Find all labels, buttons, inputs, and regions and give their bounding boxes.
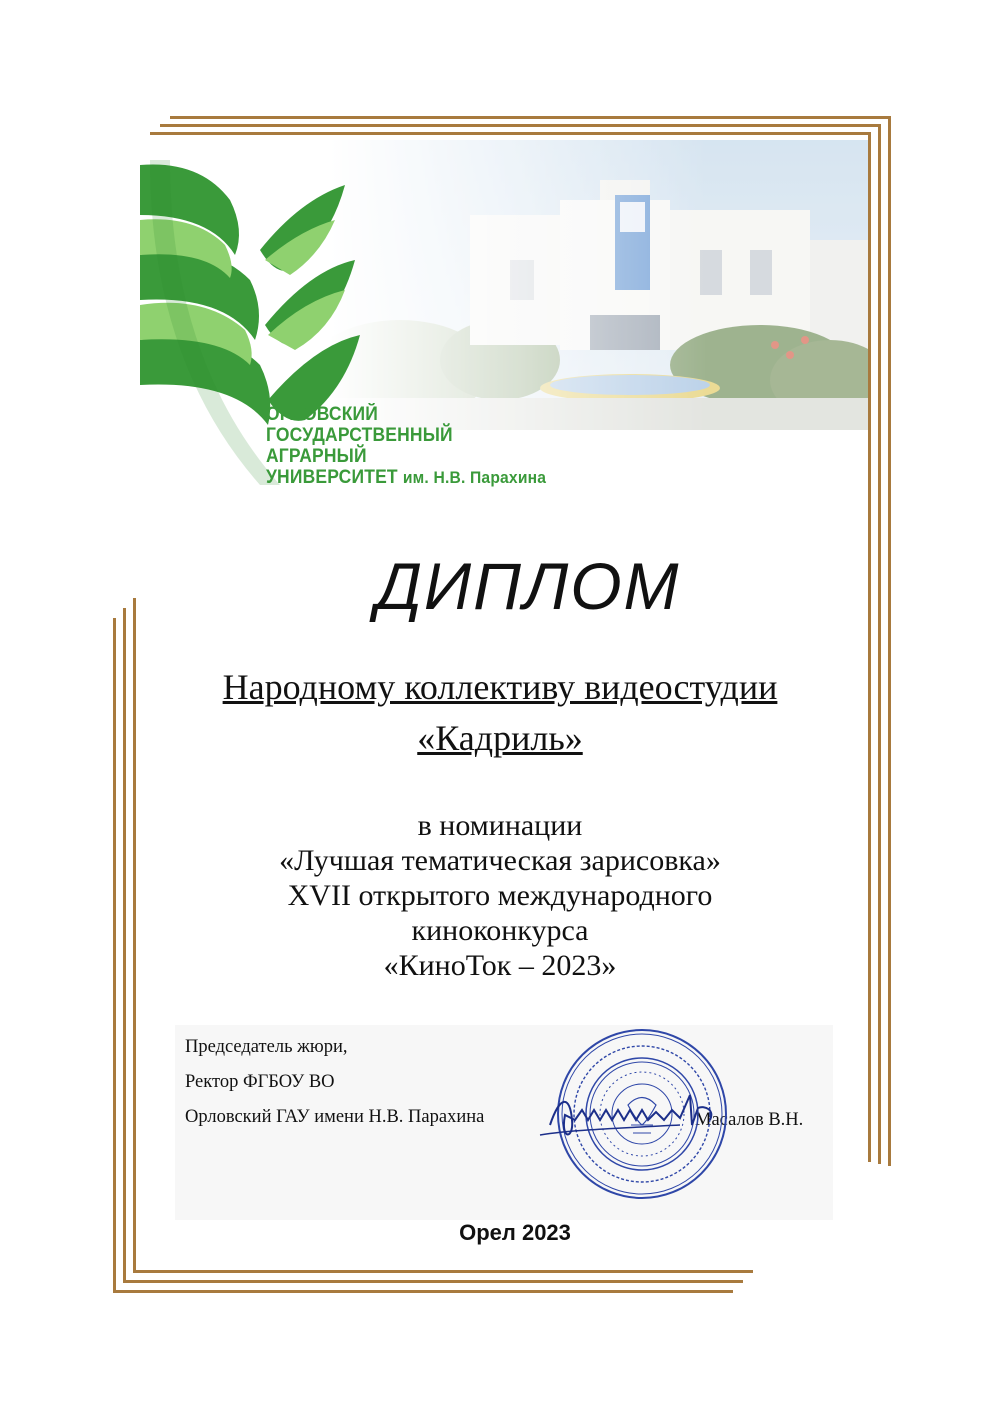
signer-role-line-3: Орловский ГАУ имени Н.В. Парахина (185, 1107, 485, 1127)
university-name-line-3: АГРАРНЫЙ (266, 446, 367, 467)
frame-right-line-1 (888, 116, 891, 1166)
place-and-year: Орел 2023 (459, 1220, 571, 1245)
signer-name: Масалов В.Н. (695, 1110, 804, 1130)
university-name-word: УНИВЕРСИТЕТ (266, 467, 398, 488)
university-name-line-4 (266, 467, 546, 488)
contest-line-1: XVII открытого международного (287, 879, 713, 912)
nomination-name: «Лучшая тематическая зарисовка» (279, 844, 721, 877)
university-building-photo (330, 140, 868, 430)
diploma-title-text: ДИПЛОМ (375, 549, 681, 623)
frame-top-line-2 (160, 124, 878, 127)
signature-block (175, 1025, 833, 1220)
recipient-line-2: «Кадриль» (417, 718, 583, 758)
university-name-suffix: им. Н.В. Парахина (402, 468, 547, 487)
frame-right-line-3 (868, 132, 871, 1162)
contest-line-2: киноконкурса (411, 914, 589, 947)
university-name-line-2: ГОСУДАРСТВЕННЫЙ (266, 425, 453, 446)
frame-top-line-1 (170, 116, 888, 119)
handwritten-signature (530, 1080, 730, 1160)
frame-bottom-line-1 (133, 1270, 753, 1273)
recipient-line-1: Народному коллективу видеостудии (222, 667, 778, 707)
frame-bottom-line-3 (113, 1290, 733, 1293)
university-name (266, 404, 546, 488)
frame-right-line-2 (878, 124, 881, 1164)
contest-line-3: «КиноТок – 2023» (383, 949, 617, 982)
frame-bottom-line-2 (123, 1280, 743, 1283)
signer-role-line-2: Ректор ФГБОУ ВО (185, 1072, 335, 1092)
signer-role-line-1: Председатель жюри, (185, 1037, 348, 1057)
frame-top-line-3 (150, 132, 868, 135)
nomination-intro: в номинации (417, 809, 583, 842)
university-name-line-1: ОРЛОВСКИЙ (266, 404, 379, 425)
diploma-title (0, 548, 1000, 624)
